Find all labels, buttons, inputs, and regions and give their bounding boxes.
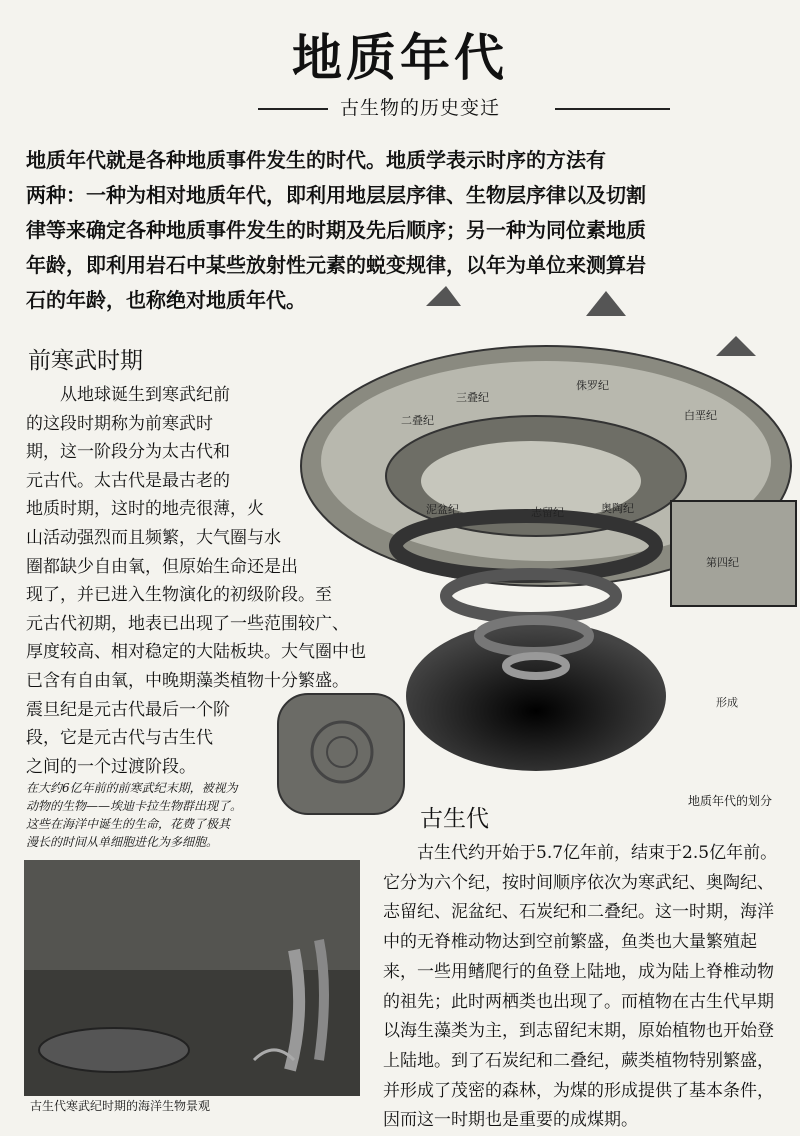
- mountain-shape: [586, 291, 626, 316]
- label-quaternary: 第四纪: [706, 556, 739, 569]
- precambrian-line: 元古代初期，地表已出现了一些范围较广、: [26, 613, 349, 634]
- paleozoic-line: 并形成了茂密的森林，为煤的形成提供了基本条件，: [383, 1080, 774, 1101]
- paleozoic-line: 它分为六个纪，按时间顺序依次为寒武纪、奥陶纪、: [383, 872, 774, 893]
- label-ordovician: 奥陶纪: [601, 502, 634, 515]
- precambrian-line: 期，这一阶段分为太古代和: [26, 442, 230, 463]
- label-formation: 形成: [716, 696, 738, 709]
- intro-line: 年龄，即利用岩石中某些放射性元素的蜕变规律，以年为单位来测算岩: [26, 253, 646, 277]
- label-triassic: 三叠纪: [456, 391, 489, 404]
- paleozoic-line: 古生代约开始于5.7亿年前，结束于2.5亿年前。: [417, 843, 778, 863]
- precambrian-line: 山活动强烈而且频繁，大气圈与水: [26, 527, 281, 548]
- subtitle-rule-right: [555, 108, 670, 110]
- cambrian-sea-life-image: [24, 860, 360, 1096]
- sea-water-light: [24, 860, 360, 970]
- paleozoic-line: 中的无脊椎动物达到空前繁盛，鱼类也大量繁殖起: [383, 932, 757, 953]
- intro-line: 律等来确定各种地质事件发生的时期及先后顺序；另一种为同位素地质: [26, 218, 646, 242]
- precambrian-line: 圈都缺少自由氧，但原始生命还是出: [26, 556, 298, 577]
- fossil-caption-line: 动物的生物——埃迪卡拉生物群出现了。: [26, 799, 243, 813]
- label-permian: 二叠纪: [401, 414, 434, 427]
- paleozoic-paragraph: [383, 839, 793, 1136]
- fossil-caption: [26, 779, 271, 851]
- mountain-shape: [716, 336, 756, 356]
- label-devonian: 泥盆纪: [426, 503, 459, 516]
- label-cretaceous: 白垩纪: [684, 409, 717, 422]
- paleozoic-line: 以海生藻类为主，到志留纪末期，原始植物也开始登: [383, 1021, 774, 1042]
- intro-line: 石的年龄，也称绝对地质年代。: [26, 288, 306, 312]
- subtitle-row: [240, 93, 670, 123]
- intro-line: 两种：一种为相对地质年代，即利用地层层序律、生物层序律以及切割: [26, 183, 646, 207]
- sponge-shape: [319, 940, 324, 1060]
- precambrian-line: 厚度较高、相对稳定的大陆板块。大气圈中也: [26, 642, 366, 663]
- sea-life-caption: 古生代寒武纪时期的海洋生物景观: [30, 1099, 211, 1113]
- page-title: 地质年代: [292, 28, 508, 87]
- ediacaran-fossil-image: [272, 688, 410, 820]
- precambrian-line: 地质时期，这时的地壳很薄，火: [26, 499, 264, 520]
- paleozoic-heading: 古生代: [420, 806, 489, 832]
- precambrian-line: 已含有自由氧，中晚期藻类植物十分繁盛。: [26, 670, 349, 691]
- precambrian-line: 震旦纪是元古代最后一个阶: [26, 699, 230, 720]
- quaternary-block: [671, 501, 796, 606]
- mountain-shape: [426, 286, 461, 306]
- paleozoic-line: 来，一些用鳍爬行的鱼登上陆地，成为陆上脊椎动物: [383, 961, 774, 982]
- paleozoic-line: 志留纪、泥盆纪、石炭纪和二叠纪。这一时期，海洋: [383, 902, 774, 923]
- page-subtitle: 古生物的历史变迁: [340, 97, 501, 119]
- precambrian-line: 段，它是元古代与古生代: [26, 728, 213, 749]
- trilobite-shape: [39, 1028, 189, 1072]
- subtitle-rule-left: [258, 108, 328, 110]
- fossil-caption-line: 漫长的时间从单细胞进化为多细胞。: [26, 835, 219, 849]
- precambrian-line: 现了，并已进入生物演化的初级阶段。至: [26, 585, 332, 606]
- spiral-caption: 地质年代的划分: [688, 794, 773, 808]
- paleozoic-line: 因而这一时期也是重要的成煤期。: [383, 1110, 638, 1131]
- precambrian-line: 元古代。太古代是最古老的: [26, 470, 230, 491]
- fossil-caption-line: 这些在海洋中诞生的生命，花费了极其: [26, 817, 231, 831]
- fossil-caption-line: 在大约6亿年前的前寒武纪末期，被视为: [26, 781, 238, 795]
- precambrian-heading: 前寒武时期: [28, 348, 143, 374]
- precambrian-line: 的这段时期称为前寒武时: [26, 413, 213, 434]
- precambrian-line: 之间的一个过渡阶段。: [26, 756, 196, 777]
- paleozoic-line: 上陆地。到了石炭纪和二叠纪，蕨类植物特别繁盛，: [383, 1050, 774, 1071]
- label-silurian: 志留纪: [531, 506, 564, 519]
- paleozoic-line: 的祖先；此时两栖类也出现了。而植物在古生代早期: [383, 991, 774, 1012]
- fossil-rock: [278, 694, 404, 814]
- precambrian-line: 从地球诞生到寒武纪前: [60, 385, 230, 405]
- intro-line: 地质年代就是各种地质事件发生的时代。地质学表示时序的方法有: [26, 148, 606, 172]
- label-jurassic: 侏罗纪: [576, 379, 609, 392]
